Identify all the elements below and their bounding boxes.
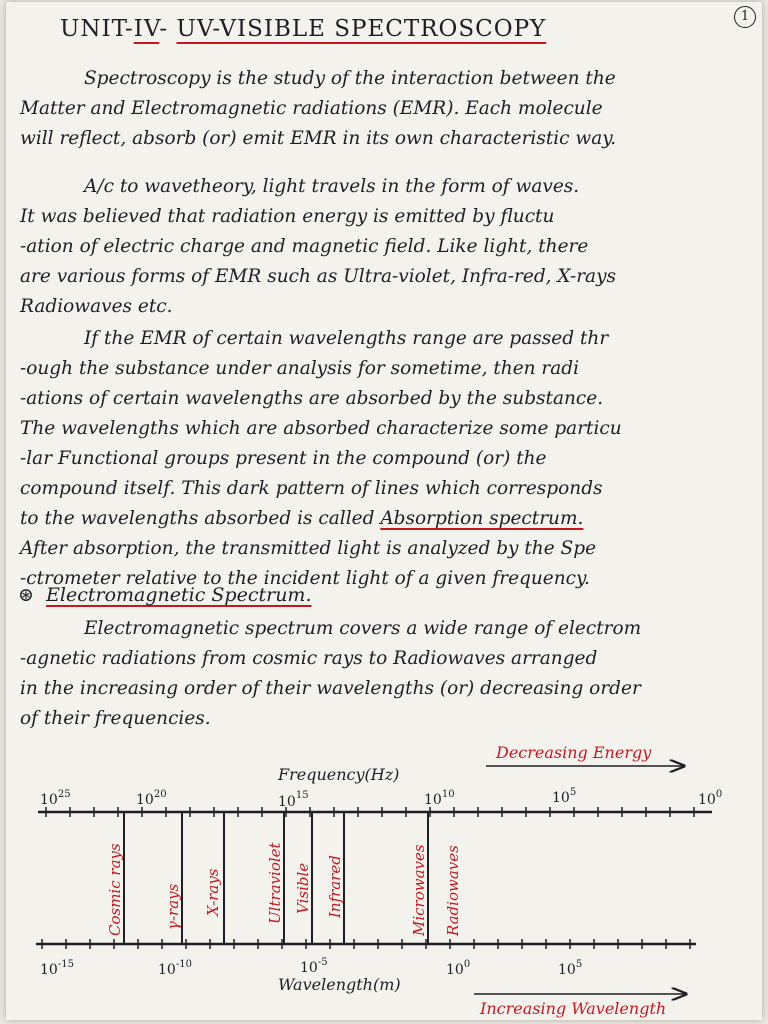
paragraph-intro — [20, 64, 750, 154]
text-line: -lar Functional groups present in the compound (or) the — [20, 448, 547, 469]
text-line: compound itself. This dark pattern of lines which corresponds — [20, 478, 603, 499]
wavelength-axis-label: Wavelength(m) — [278, 975, 401, 994]
frequency-axis-label: Frequency(Hz) — [278, 765, 400, 784]
text-line: -ough the substance under analysis for sometime, then radi — [20, 358, 580, 379]
text-line: in the increasing order of their wavelengths (or) decreasing order — [20, 678, 641, 699]
frequency-tick-label: $10^{25}$ — [40, 789, 71, 808]
text-line: Matter and Electromagnetic radiations (EMR). Each molecule — [20, 98, 603, 119]
frequency-tick-labels — [40, 787, 722, 810]
text-line: -ations of certain wavelengths are absorbed by the substance. — [20, 388, 604, 409]
region-label-ultraviolet: Ultraviolet — [266, 842, 284, 924]
text-line: A/c to wavetheory, light travels in the form of waves. — [84, 176, 580, 197]
text-line: Electromagnetic spectrum covers a wide range of electrom — [84, 618, 642, 639]
absorption-spectrum-term: Absorption spectrum. — [380, 508, 584, 529]
text-line: are various forms of EMR such as Ultra-violet, Infra-red, X-rays — [20, 266, 617, 287]
frequency-tick-label: $10^{20}$ — [136, 789, 167, 808]
title-dash: - — [159, 16, 169, 42]
wavelength-tick-label: $10^0$ — [446, 959, 471, 978]
text-line: After absorption, the transmitted light is analyzed by the Spe — [20, 538, 597, 559]
bullet-icon: ⊛ — [18, 584, 34, 606]
page-number: 1 — [734, 6, 756, 28]
region-label-gamma-rays: γ-rays — [164, 883, 182, 930]
text-line: Spectroscopy is the study of the interaction between the — [84, 68, 616, 89]
region-label-x-rays: X-rays — [204, 868, 222, 916]
section-heading-row — [18, 584, 312, 606]
paragraph-absorption — [20, 324, 750, 594]
frequency-tick-label: $10^{15}$ — [278, 790, 309, 810]
text-line: -agnetic radiations from cosmic rays to Radiowaves arranged — [20, 648, 598, 669]
paragraph-em-spectrum — [20, 614, 750, 734]
frequency-tick-label: $10^5$ — [552, 787, 577, 806]
wavelength-arrow-label: Increasing Wavelength — [480, 999, 667, 1018]
region-label-infrared: Infrared — [326, 855, 344, 918]
text-line: -ation of electric charge and magnetic field. Like light, there — [20, 236, 589, 257]
text-line: of their frequencies. — [20, 708, 211, 729]
region-label-cosmic-rays: Cosmic rays — [106, 843, 124, 936]
section-heading: Electromagnetic Spectrum. — [46, 584, 312, 606]
text-line: -ctrometer relative to the incident light of a given frequency. — [20, 568, 590, 589]
text-line: Radiowaves etc. — [20, 296, 173, 317]
text-fragment: to the wavelengths absorbed is called — [20, 508, 375, 529]
text-line: It was believed that radiation energy is emitted by fluctu — [20, 206, 555, 227]
wavelength-tick-label: $10^{-5}$ — [300, 957, 328, 976]
wavelength-tick-label: $10^{-15}$ — [40, 959, 74, 978]
title-topic: UV-VISIBLE SPECTROSCOPY — [176, 16, 547, 42]
text-line: The wavelengths which are absorbed characterize some particu — [20, 418, 622, 439]
energy-arrow-label: Decreasing Energy — [496, 743, 652, 762]
notebook-page — [6, 2, 762, 1020]
wavelength-tick-label: $10^5$ — [558, 959, 583, 978]
em-spectrum-diagram — [6, 724, 762, 1020]
text-line: will reflect, absorb (or) emit EMR in its own characteristic way. — [20, 128, 617, 149]
wavelength-tick-label: $10^{-10}$ — [158, 959, 192, 978]
region-label-microwaves: Microwaves — [410, 844, 428, 936]
region-label-visible: Visible — [294, 862, 312, 914]
paragraph-wave-theory — [20, 172, 750, 322]
text-line-with-highlight — [20, 504, 750, 534]
frequency-tick-label: $10^{10}$ — [424, 789, 455, 808]
frequency-tick-label: $10^0$ — [698, 789, 723, 808]
title-unit-number: IV — [133, 16, 160, 42]
region-label-radiowaves: Radiowaves — [444, 845, 462, 936]
page-title — [60, 16, 546, 42]
title-unit: UNIT- — [60, 16, 134, 42]
text-line: If the EMR of certain wavelengths range are passed thr — [84, 328, 609, 349]
